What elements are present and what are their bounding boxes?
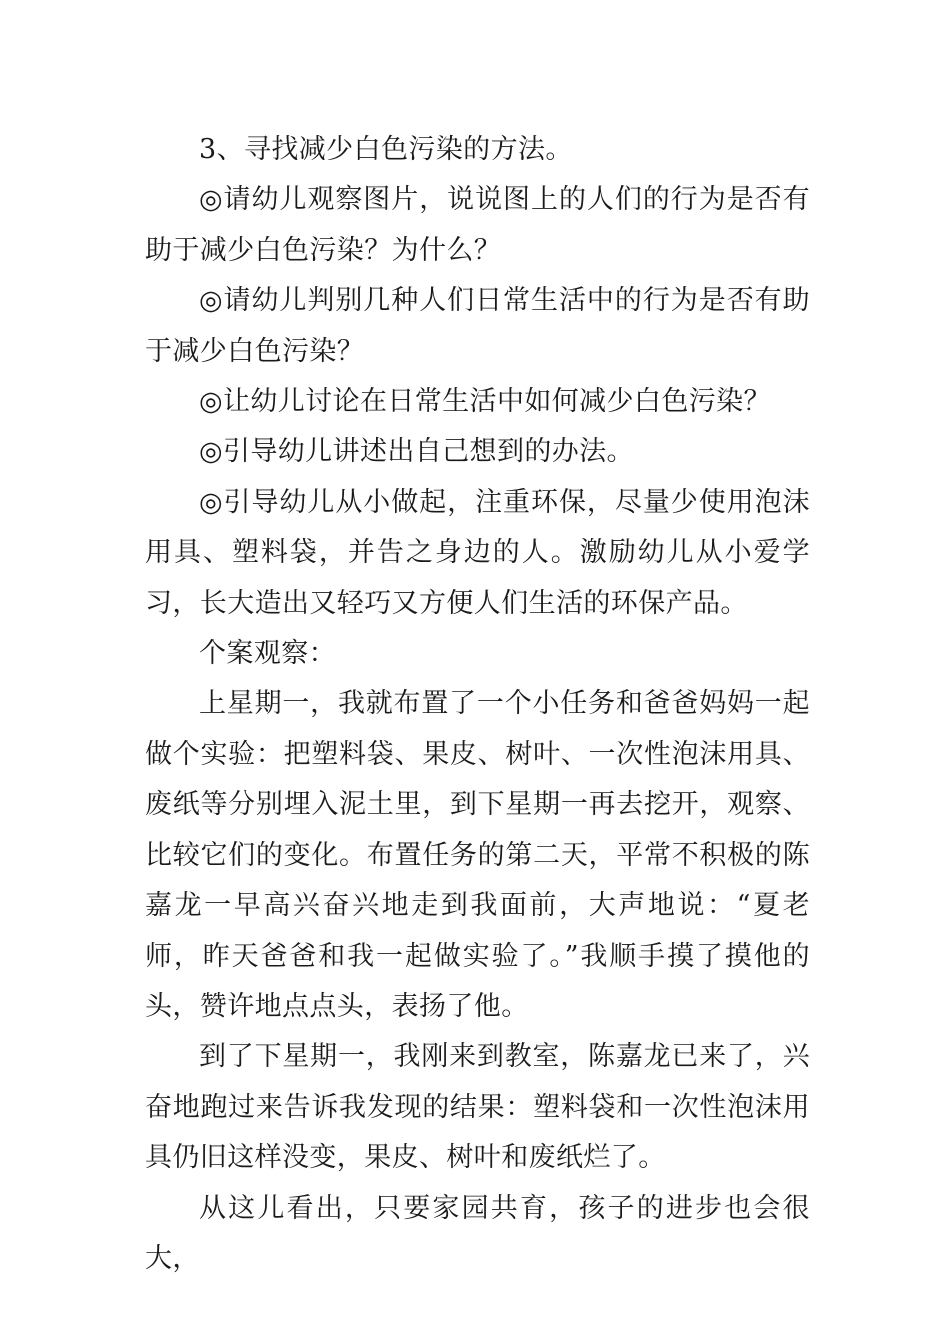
paragraph-section-heading: 3、寻找减少白色污染的方法。 bbox=[199, 134, 573, 165]
paragraph-experiment-result: 到了下星期一，我刚来到教室，陈嘉龙已来了，兴奋地跑过来告诉我发现的结果：塑料袋和一次性泡沫用具仍旧这样没变，果皮、树叶和废纸烂了。 bbox=[145, 1041, 810, 1174]
paragraph-observe-pictures: ◎请幼儿观察图片，说说图上的人们的行为是否有助于减少白色污染？为什么？ bbox=[145, 184, 810, 266]
paragraph-judge-behaviors: ◎请幼儿判别几种人们日常生活中的行为是否有助于减少白色污染？ bbox=[145, 285, 810, 367]
paragraph-describe-methods: ◎引导幼儿讲述出自己想到的办法。 bbox=[199, 436, 634, 468]
paragraph-discuss: ◎让幼儿讨论在日常生活中如何减少白色污染？ bbox=[199, 386, 771, 418]
paragraph-experiment-task: 上星期一，我就布置了一个小任务和爸爸妈妈一起做个实验：把塑料袋、果皮、树叶、一次性泡沫用具、废纸等分别埋入泥土里，到下星期一再去挖开，观察、比较它们的变化。布置任务的第二天，平常不积极的陈嘉龙一早高兴奋兴地走到我面前，大声地说：“夏老师，昨天爸爸和我一起做实验了。”我顺手摸了摸他的头，赞许地点点头，表扬了他。 bbox=[145, 688, 810, 1022]
document-body bbox=[145, 125, 810, 1284]
paragraph-environmental-protection: ◎引导幼儿从小做起，注重环保，尽量少使用泡沫用具、塑料袋，并告之身边的人。激励幼儿从小爱学习，长大造出又轻巧又方便人们生活的环保产品。 bbox=[145, 486, 810, 619]
paragraph-conclusion: 从这儿看出，只要家园共育，孩子的进步也会很大， bbox=[145, 1192, 810, 1274]
paragraph-case-observation-heading: 个案观察： bbox=[199, 638, 336, 670]
